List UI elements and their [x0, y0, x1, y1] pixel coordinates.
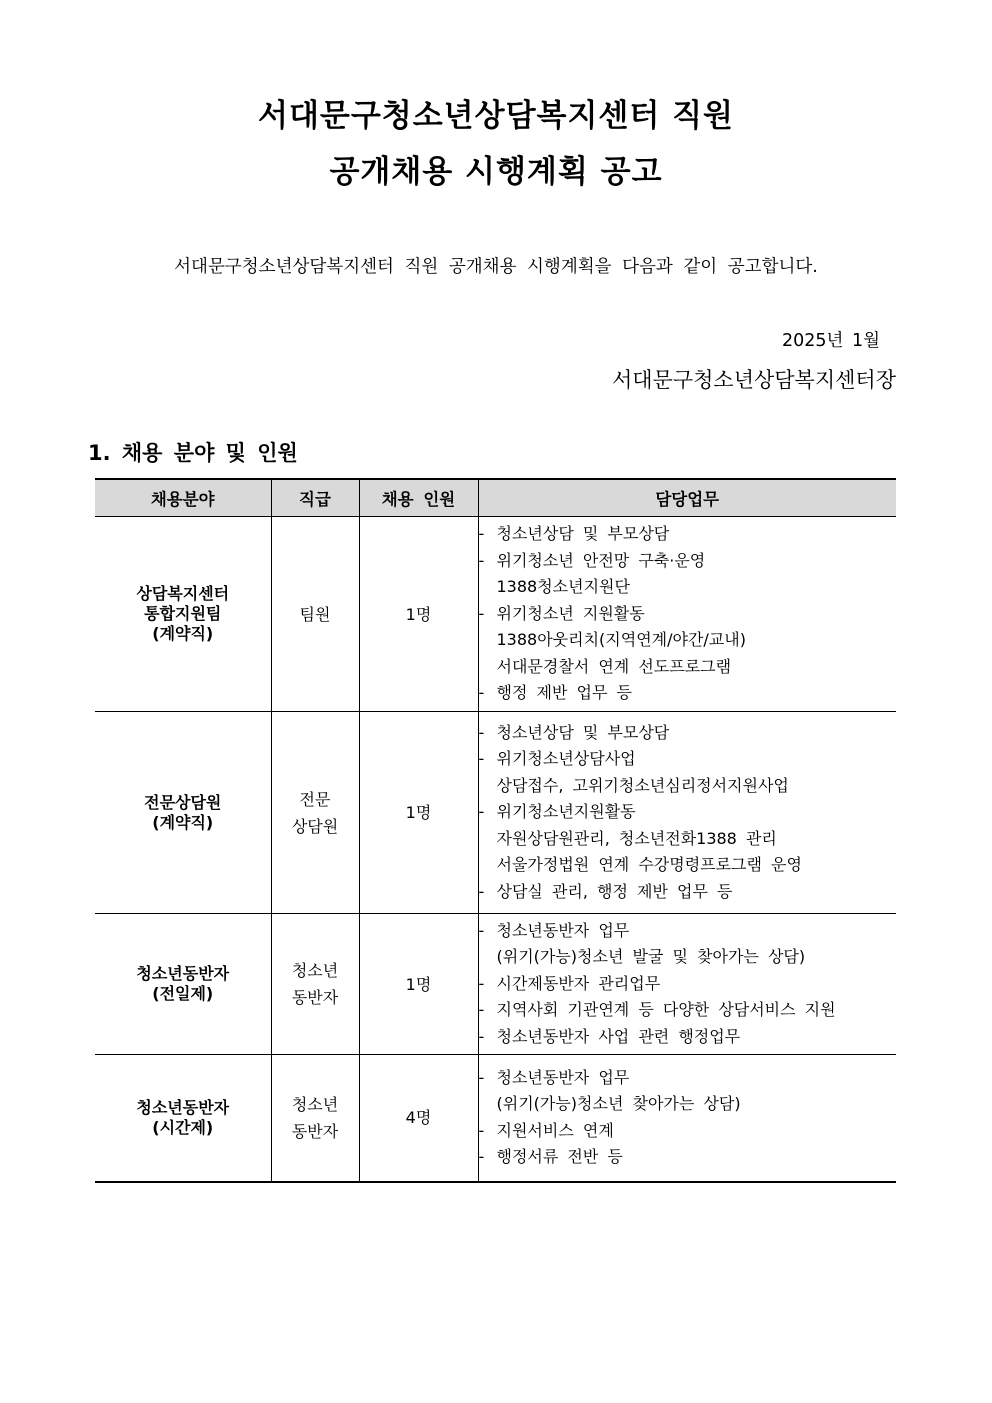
duty-text: (위기(가능)청소년 발굴 및 찾아가는 상담) [496, 947, 806, 967]
duty-item [479, 997, 897, 1024]
cell-rank [271, 712, 359, 914]
duty-text: 위기청소년 안전망 구축·운영 [496, 550, 706, 570]
dash-bullet: - [478, 1067, 485, 1087]
duty-text: 서울가정법원 연계 수강명령프로그램 운영 [496, 855, 802, 875]
cell-field [95, 914, 271, 1055]
cell-field [95, 712, 271, 914]
table-header-row [95, 479, 896, 517]
title-line-1: 서대문구청소년상담복지센터 직원 [258, 98, 734, 134]
dash-bullet: - [478, 1120, 485, 1140]
duty-text: 지역사회 기관연계 등 다양한 상담서비스 지원 [496, 1000, 836, 1020]
dash-bullet: - [478, 603, 485, 623]
rank-line: 팀원 [299, 604, 331, 624]
rank-line: 상담원 [291, 816, 339, 836]
duty-item [479, 680, 897, 707]
duty-item [479, 1091, 897, 1118]
field-line: 전문상담원 [144, 792, 222, 812]
cell-rank [271, 1055, 359, 1182]
header-duties: 담당업무 [478, 479, 896, 517]
duty-item [479, 574, 897, 601]
dash-bullet: - [478, 1147, 485, 1167]
duty-text: 위기청소년지원활동 [496, 802, 636, 822]
duty-item [479, 852, 897, 879]
cell-count: 4명 [359, 1055, 478, 1182]
cell-count: 1명 [359, 914, 478, 1055]
dash-bullet: - [478, 524, 485, 544]
rank-line: 청소년 [291, 1094, 339, 1114]
table-row [95, 914, 896, 1055]
rank-line: 동반자 [291, 1121, 339, 1141]
duty-text: 지원서비스 연계 [496, 1120, 614, 1140]
notice-date: 2025년 1월 [781, 331, 880, 351]
cell-duties [478, 712, 896, 914]
duty-item [479, 654, 897, 681]
duty-item [479, 720, 897, 747]
dash-bullet: - [478, 973, 485, 993]
title-line-2: 공개채용 시행계획 공고 [329, 154, 663, 190]
dash-bullet: - [478, 722, 485, 742]
duty-text: 청소년동반자 업무 [496, 1067, 630, 1087]
cell-duties [478, 1055, 896, 1182]
duty-text: 1388청소년지원단 [496, 577, 630, 597]
duty-text: 시간제동반자 관리업무 [496, 973, 661, 993]
duty-text: 위기청소년상담사업 [496, 749, 636, 769]
field-line: (계약직) [152, 812, 214, 832]
recruitment-table [95, 478, 896, 1183]
cell-rank [271, 914, 359, 1055]
duty-text: 청소년상담 및 부모상담 [496, 524, 670, 544]
duty-text: 서대문경찰서 연계 선도프로그램 [496, 656, 732, 676]
dash-bullet: - [478, 920, 485, 940]
field-line: (시간제) [152, 1117, 214, 1137]
rank-line: 청소년 [291, 961, 339, 980]
duty-item [479, 627, 897, 654]
cell-field [95, 517, 271, 712]
cell-duties [478, 914, 896, 1055]
dash-bullet: - [478, 1026, 485, 1046]
duty-text: 상담접수, 고위기청소년심리정서지원사업 [496, 775, 789, 795]
header-count: 채용 인원 [359, 479, 478, 517]
duty-text: (위기(가능)청소년 찾아가는 상담) [496, 1094, 741, 1114]
dash-bullet: - [478, 881, 485, 901]
duty-text: 청소년동반자 업무 [496, 920, 630, 940]
dash-bullet: - [478, 749, 485, 769]
rank-line: 동반자 [291, 988, 339, 1007]
cell-count: 1명 [359, 712, 478, 914]
cell-field [95, 1055, 271, 1182]
section-heading: 1. 채용 분야 및 인원 [88, 441, 298, 465]
table-row [95, 712, 896, 914]
duty-item [479, 1144, 897, 1171]
duty-item [479, 799, 897, 826]
field-line: 통합지원팀 [144, 604, 222, 623]
field-line: 청소년동반자 [136, 964, 230, 983]
dash-bullet: - [478, 550, 485, 570]
intro-text: 서대문구청소년상담복지센터 직원 공개채용 시행계획을 다음과 같이 공고합니다. [174, 257, 818, 277]
header-rank: 직급 [271, 479, 359, 517]
duty-item [479, 826, 897, 853]
duty-text: 1388아웃리치(지역연계/야간/교내) [496, 630, 746, 650]
duty-item [479, 1118, 897, 1145]
field-line: 청소년동반자 [136, 1097, 230, 1117]
duty-item [479, 971, 897, 998]
dash-bullet: - [478, 683, 485, 703]
duty-text: 청소년상담 및 부모상담 [496, 722, 670, 742]
cell-rank [271, 517, 359, 712]
duty-item [479, 944, 897, 971]
duty-item [479, 1024, 897, 1051]
duty-item [479, 1065, 897, 1092]
duty-item [479, 918, 897, 945]
duty-text: 상담실 관리, 행정 제반 업무 등 [496, 881, 733, 901]
duty-text: 청소년동반자 사업 관련 행정업무 [496, 1026, 741, 1046]
table-row [95, 517, 896, 712]
field-line: (계약직) [152, 624, 214, 643]
cell-count: 1명 [359, 517, 478, 712]
cell-duties [478, 517, 896, 712]
header-field: 채용분야 [95, 479, 271, 517]
duty-item [479, 521, 897, 548]
table-row [95, 1055, 896, 1182]
duty-item [479, 746, 897, 773]
duty-item [479, 548, 897, 575]
duty-item [479, 879, 897, 906]
duty-text: 행정서류 전반 등 [496, 1147, 623, 1167]
rank-line: 전문 [299, 789, 331, 809]
field-line: (전일제) [152, 984, 214, 1003]
duty-text: 행정 제반 업무 등 [496, 683, 632, 703]
duty-item [479, 601, 897, 628]
duty-item [479, 773, 897, 800]
signer-name: 서대문구청소년상담복지센터장 [611, 368, 896, 392]
duty-text: 위기청소년 지원활동 [496, 603, 645, 623]
dash-bullet: - [478, 1000, 485, 1020]
duty-text: 자원상담원관리, 청소년전화1388 관리 [496, 828, 777, 848]
field-line: 상담복지센터 [136, 584, 230, 603]
dash-bullet: - [478, 802, 485, 822]
